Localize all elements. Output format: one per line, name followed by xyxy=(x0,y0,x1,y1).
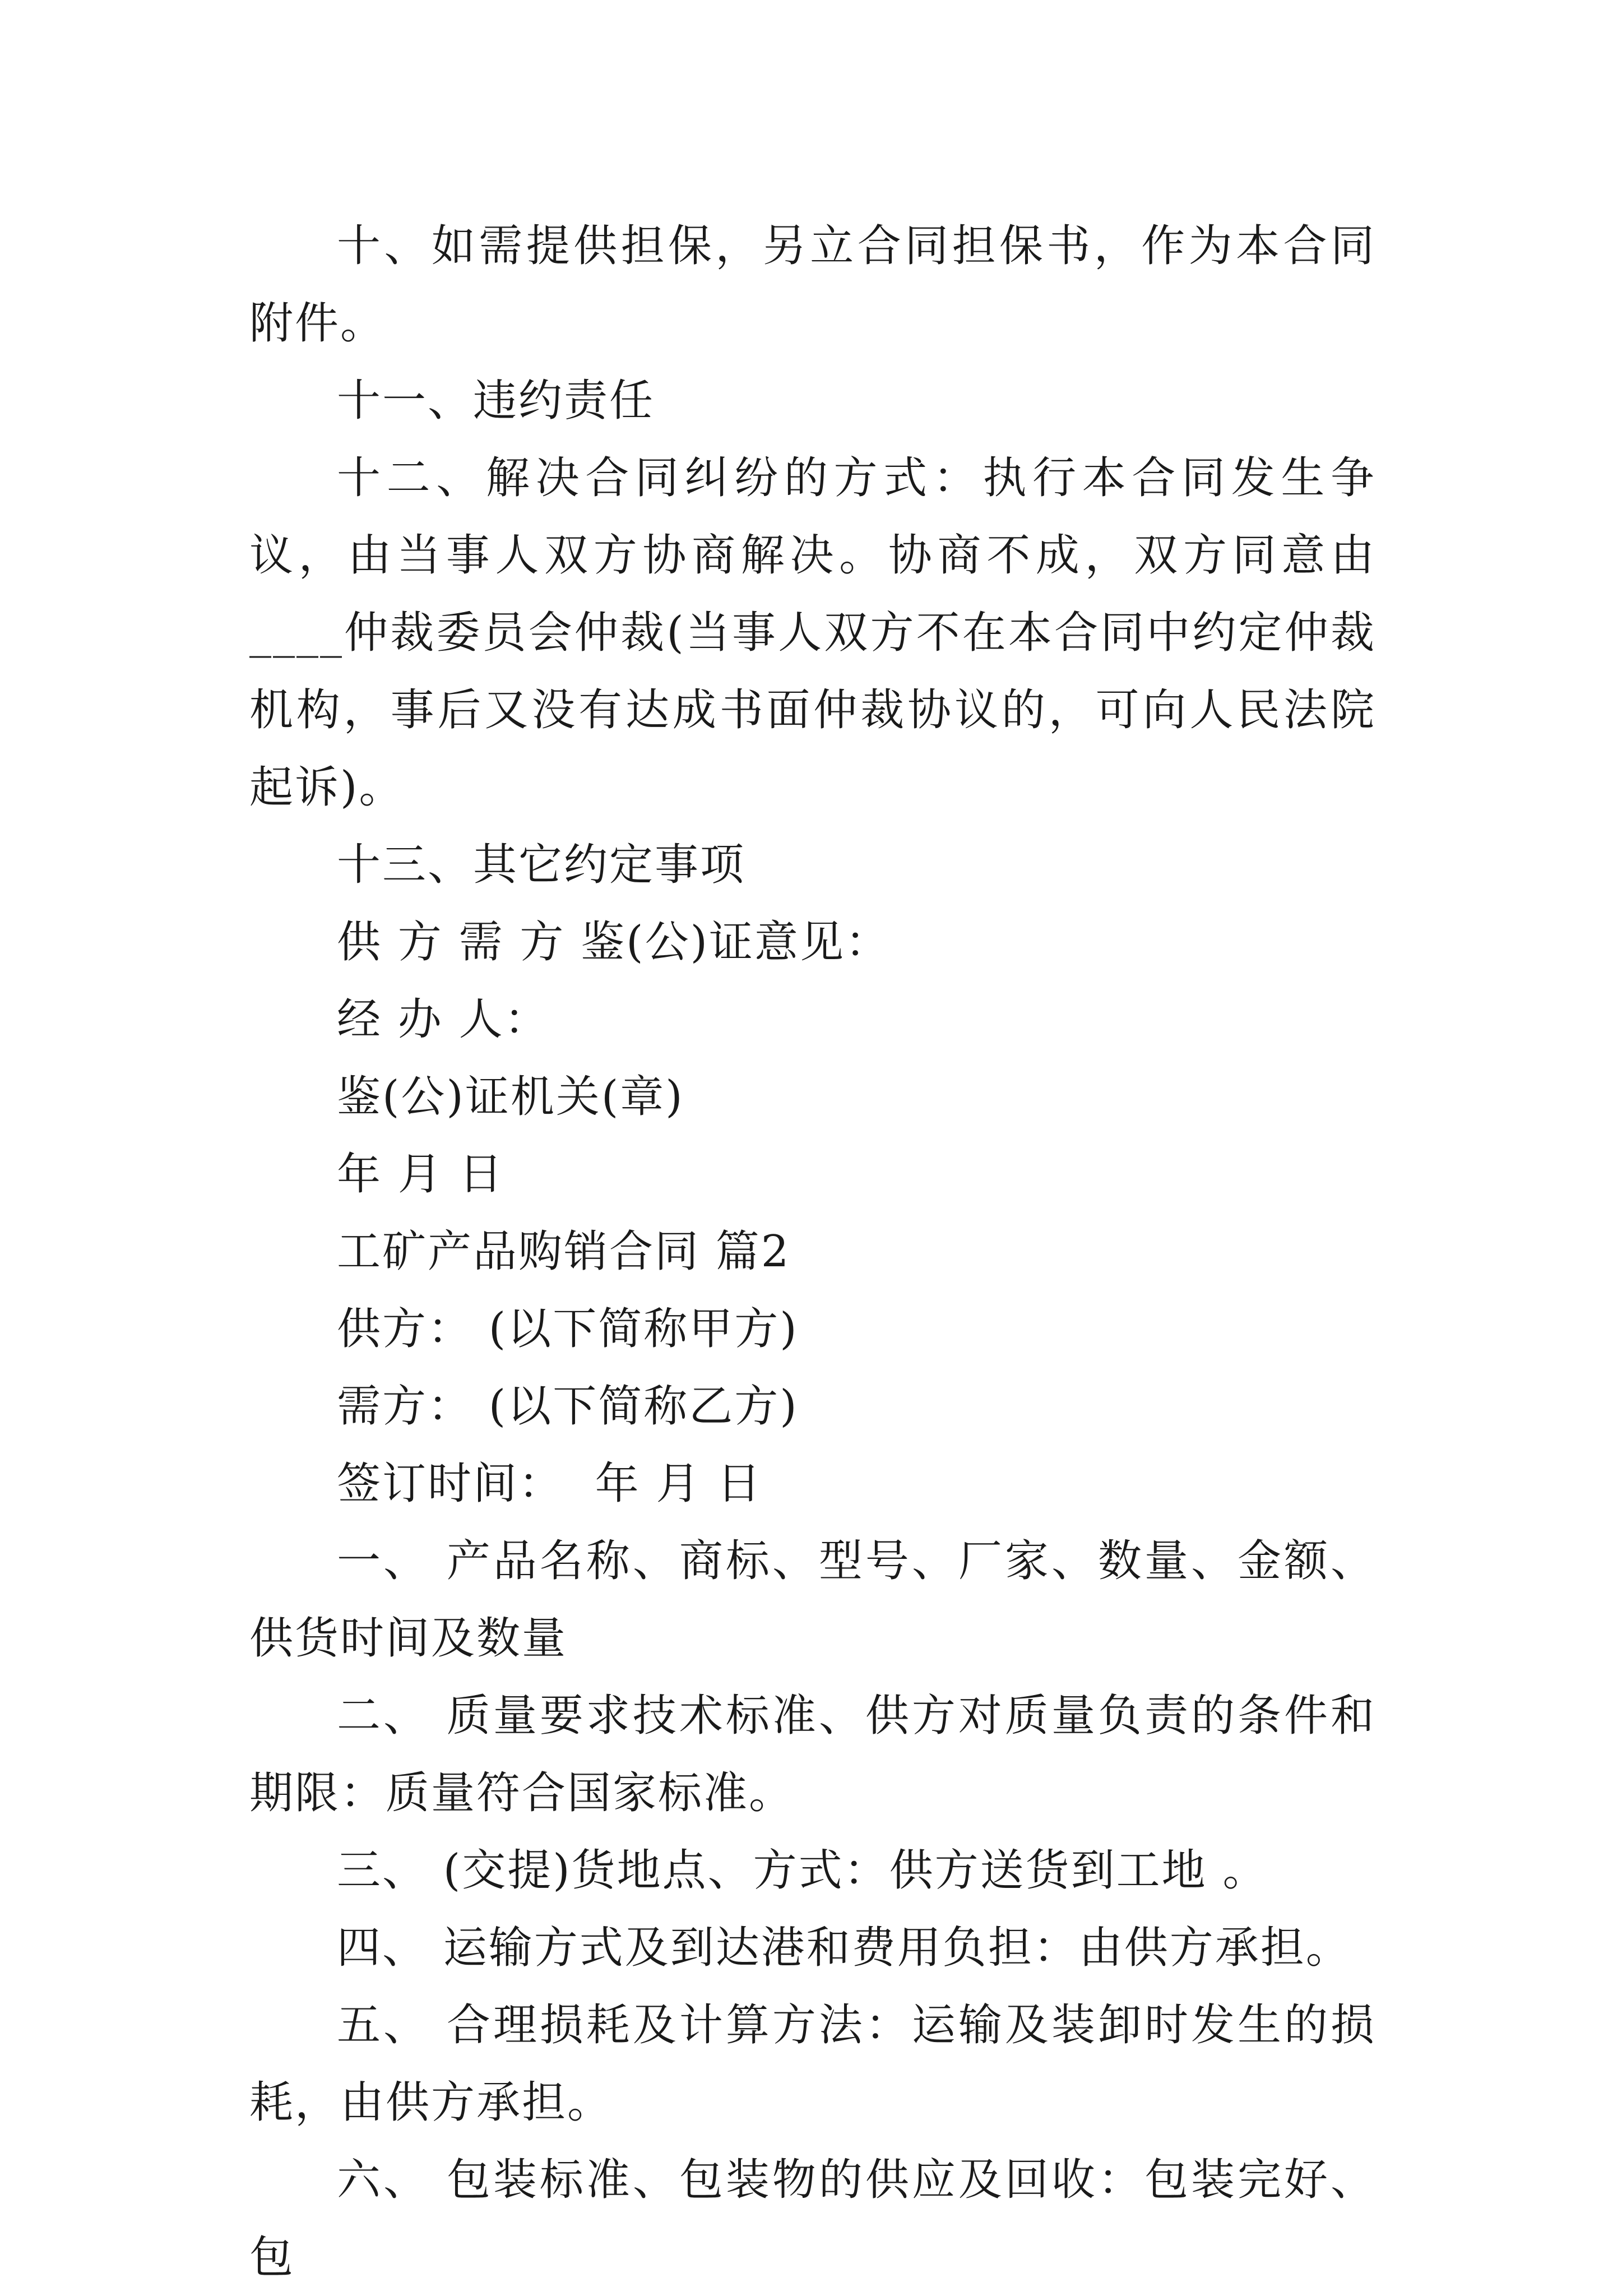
section-title-contract-2: 工矿产品购销合同 篇2 xyxy=(337,1226,791,1277)
paragraph-signing-date: 签订时间： 年 月 日 xyxy=(337,1459,763,1509)
paragraph-handler: 经 办 人： xyxy=(337,994,550,1045)
paragraph-dispute-resolution: 十二、解决合同纠纷的方式：执行本合同发生争议，由当事人双方协商解决。协商不成，双方同意由____仲裁委员会仲裁(当事人双方不在本合同中约定仲裁机构，事后又没有达成书面仲裁协议的，可向人民法院起诉)。 xyxy=(249,453,1376,813)
paragraph-product-info: 一、 产品名称、商标、型号、厂家、数量、金额、供货时间及数量 xyxy=(249,1536,1376,1664)
paragraph-signature-parties: 供 方 需 方 鉴(公)证意见： xyxy=(337,917,891,968)
paragraph-delivery: 三、 (交提)货地点、方式：供方送货到工地 。 xyxy=(337,1845,1268,1896)
paragraph-quality: 二、 质量要求技术标准、供方对质量负责的条件和期限：质量符合国家标准。 xyxy=(249,1691,1376,1818)
paragraph-breach-liability: 十一、违约责任 xyxy=(337,376,655,426)
paragraph-buyer: 需方： (以下简称乙方) xyxy=(337,1381,799,1432)
paragraph-packaging: 六、 包装标准、包装物的供应及回收：包装完好、包 xyxy=(249,2155,1376,2283)
paragraph-transport: 四、 运输方式及到达港和费用负担：由供方承担。 xyxy=(337,1923,1351,1973)
document-page xyxy=(249,207,1376,2296)
paragraph-date-blank: 年 月 日 xyxy=(337,1149,504,1200)
paragraph-loss: 五、 合理损耗及计算方法：运输及装卸时发生的损耗，由供方承担。 xyxy=(249,2000,1376,2128)
paragraph-supplier: 供方： (以下简称甲方) xyxy=(337,1304,799,1354)
paragraph-notary-seal: 鉴(公)证机关(章) xyxy=(337,1072,684,1122)
paragraph-guarantee: 十、如需提供担保，另立合同担保书，作为本合同附件。 xyxy=(249,221,1376,349)
paragraph-other-terms: 十三、其它约定事项 xyxy=(337,840,746,890)
